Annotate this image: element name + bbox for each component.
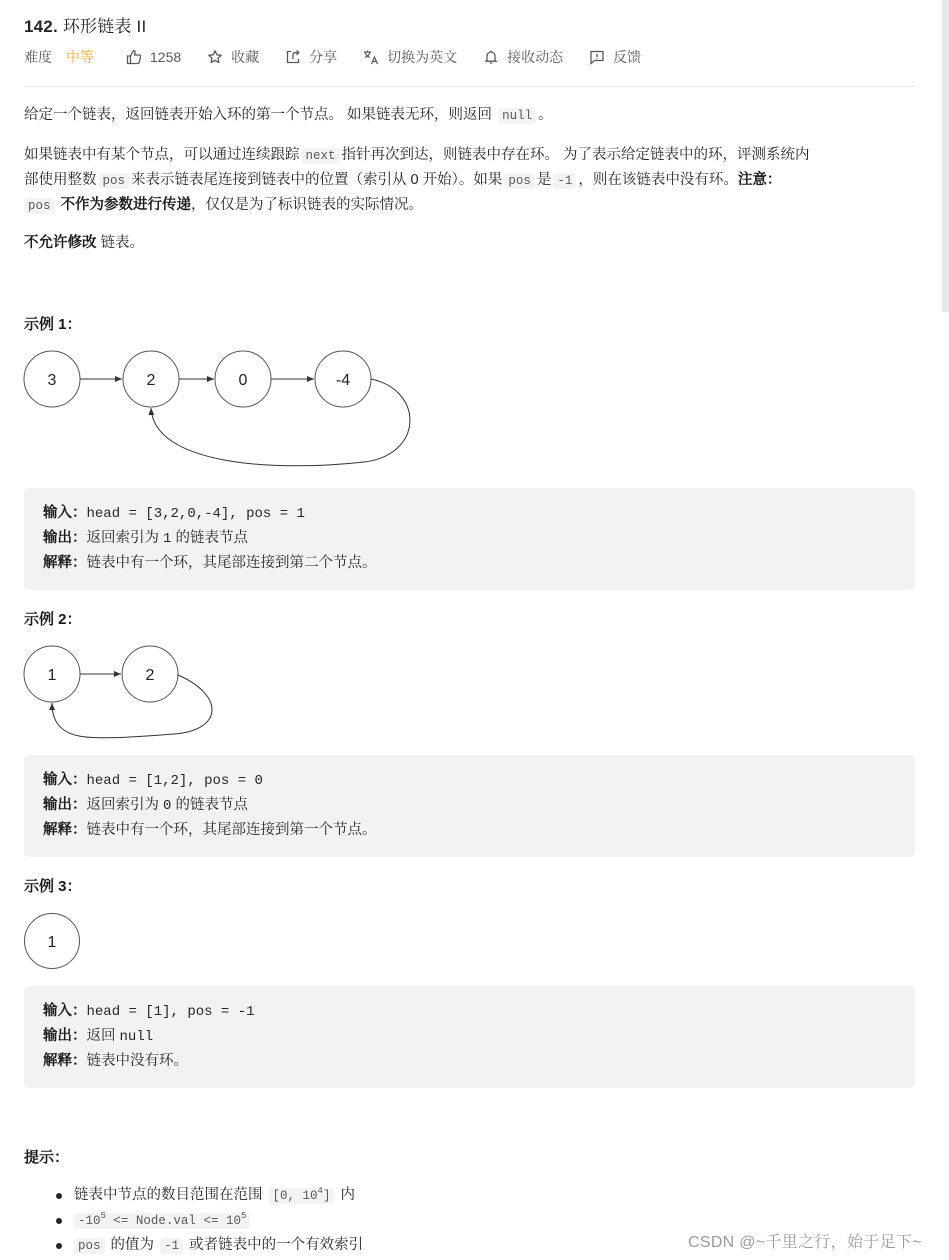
feedback-label: 反馈 (613, 49, 642, 65)
example-input: 输入：head = [3,2,0,-4], pos = 1 (43, 505, 305, 522)
example-explanation: 解释：链表中有一个环，其尾部连接到第一个节点。 (43, 822, 377, 838)
example-2-heading: 示例 2： (24, 611, 82, 628)
thumbs-up-icon (126, 49, 142, 65)
scrollbar[interactable] (942, 0, 949, 312)
node-label: -4 (335, 372, 351, 389)
example-3-diagram (24, 912, 84, 972)
example-3-box (24, 986, 915, 1088)
translate-button[interactable] (363, 47, 457, 67)
share-label: 分享 (309, 49, 338, 65)
difficulty-label: 难度 (24, 49, 52, 65)
subscribe-label: 接收动态 (507, 49, 564, 65)
inline-code: -1 (553, 173, 576, 189)
inline-code: pos (504, 173, 535, 189)
bell-icon (483, 49, 499, 65)
header-divider (24, 86, 915, 87)
share-button[interactable] (285, 47, 337, 67)
like-count: 1258 (150, 49, 182, 65)
inline-code: next (302, 148, 340, 164)
problem-number: 142. (24, 17, 58, 36)
inline-code: pos (24, 198, 55, 214)
subscribe-button[interactable] (483, 47, 563, 67)
note-label: 注意： (737, 172, 782, 188)
example-output: 输出：返回 null (43, 1028, 154, 1045)
node-label: 0 (238, 372, 248, 389)
share-icon (285, 49, 301, 65)
node-label: 2 (146, 372, 156, 389)
example-output: 输出：返回索引为 1 的链表节点 (43, 530, 248, 547)
difficulty-badge: 中等 (66, 49, 94, 65)
example-3-heading: 示例 3： (24, 878, 82, 895)
csdn-watermark: CSDN @~千里之行，始于足下~ (688, 1234, 922, 1251)
description-paragraph-1: 给定一个链表，返回链表开始入环的第一个节点。 如果链表无环，则返回 null 。 (24, 107, 553, 123)
example-input: 输入：head = [1,2], pos = 0 (43, 772, 263, 789)
node-label: 2 (145, 667, 155, 684)
example-explanation: 解释：链表中没有环。 (43, 1053, 188, 1069)
translate-icon (363, 49, 379, 65)
description-paragraph-2: 如果链表中有某个节点，可以通过连续跟踪 next 指针再次到达，则链表中存在环。 为了表示给定链表中的环，评测系统内 部使用整数 pos 来表示链表尾连接到链表中的位置（索引从 0 开始）。如果 pos 是 -1 ，则在该链表中没有环。注意： pos 不作为参数进行传递，仅仅是为了标识链表的实际情况。 (24, 147, 810, 213)
node-label: 1 (47, 934, 57, 951)
translate-label: 切换为英文 (387, 49, 458, 65)
favorite-label: 收藏 (231, 49, 260, 65)
description-paragraph-3: 不允许修改 链表。 (24, 235, 145, 251)
example-2-diagram (24, 640, 244, 745)
constraint-item: 链表中节点的数目范围在范围 [0, $10^4$] 内 (24, 1183, 363, 1208)
constraint-item: $-10^5$ <= Node.val <= $10^5$ (24, 1208, 363, 1233)
example-output: 输出：返回索引为 0 的链表节点 (43, 797, 248, 814)
favorite-button[interactable] (207, 47, 259, 67)
feedback-icon (589, 49, 605, 65)
inline-code: pos (99, 173, 130, 189)
tips-heading: 提示： (24, 1149, 70, 1166)
example-explanation: 解释：链表中有一个环，其尾部连接到第二个节点。 (43, 555, 377, 571)
page-title (24, 12, 146, 37)
constraint-item: pos 的值为 -1 或者链表中的一个有效索引 (24, 1233, 363, 1258)
example-2-box (24, 755, 915, 857)
problem-title: 环形链表 II (62, 17, 147, 36)
node-label: 1 (47, 667, 57, 684)
star-icon (207, 49, 223, 65)
problem-toolbar (24, 46, 667, 68)
feedback-button[interactable] (589, 47, 641, 67)
like-button[interactable] (126, 49, 181, 65)
example-1-diagram (24, 340, 444, 475)
node-label: 3 (47, 372, 57, 389)
example-input: 输入：head = [1], pos = -1 (43, 1003, 255, 1020)
inline-code: null (498, 108, 536, 124)
constraints-list (24, 1183, 363, 1258)
example-1-heading: 示例 1： (24, 316, 82, 333)
example-1-box (24, 488, 915, 590)
